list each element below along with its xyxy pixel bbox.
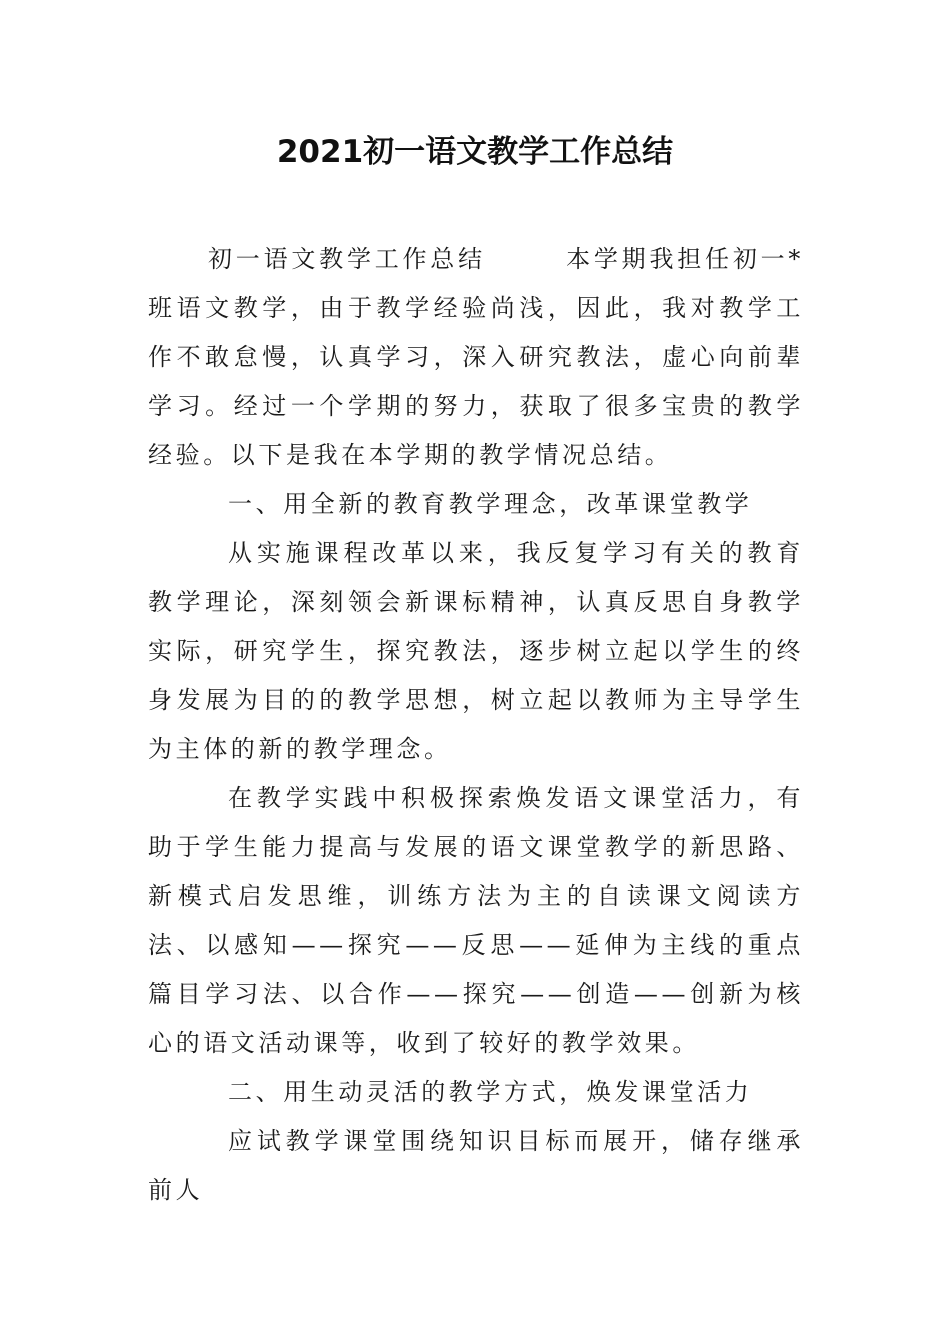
intro-text: 本学期我担任初一*班语文教学，由于教学经验尚浅，因此，我对教学工作不敢怠慢，认真学习，深入研究教法，虚心向前辈学习。经过一个学期的努力，获取了很多宝贵的教学经验。以下是我在本学期的教学情况总结。 [148,245,804,469]
intro-paragraph [148,235,804,480]
section1-paragraph-1: 从实施课程改革以来，我反复学习有关的教育教学理论，深刻领会新课标精神，认真反思自身教学实际，研究学生，探究教法，逐步树立起以学生的终身发展为目的的教学思想，树立起以教师为主导学生为主体的新的教学理念。 [148,539,804,763]
document-body [148,235,804,1215]
intro-heading: 初一语文教学工作总结 [208,245,486,273]
section1-heading: 一、用全新的教育教学理念，改革课堂教学 [228,490,753,518]
section2-heading: 二、用生动灵活的教学方式，焕发课堂活力 [228,1078,753,1106]
section2-paragraph-1: 应试教学课堂围绕知识目标而展开，储存继承前人 [148,1127,804,1204]
document-title: 2021初一语文教学工作总结 [276,134,674,170]
section1-paragraph-2: 在教学实践中积极探索焕发语文课堂活力，有助于学生能力提高与发展的语文课堂教学的新思路、新模式启发思维，训练方法为主的自读课文阅读方法、以感知——探究——反思——延伸为主线的重点篇目学习法、以合作——探究——创造——创新为核心的语文活动课等，收到了较好的教学效果。 [148,784,804,1057]
